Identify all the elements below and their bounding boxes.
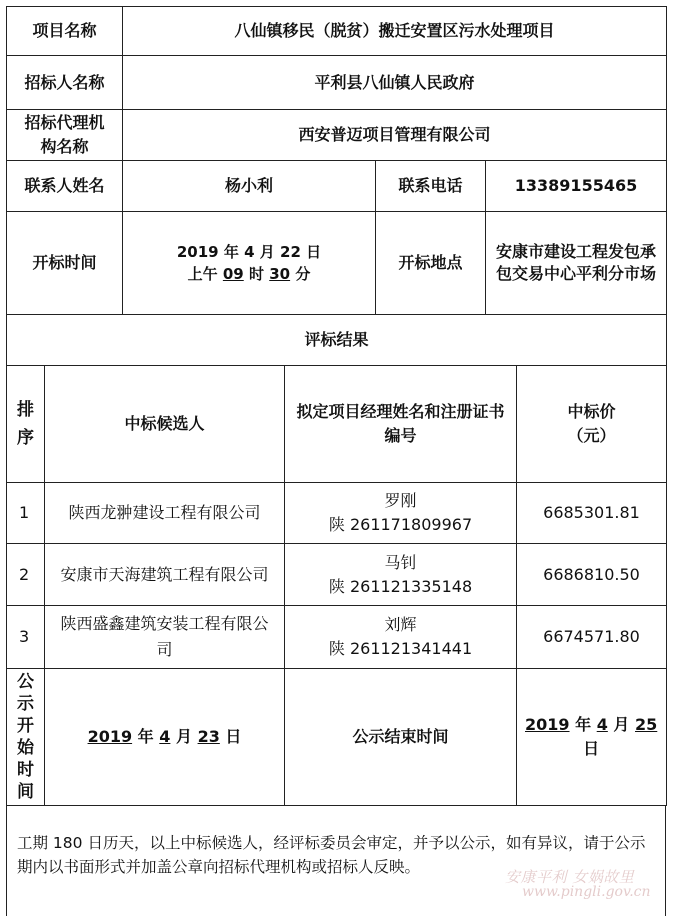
- row3-rank: 3: [6, 605, 45, 669]
- result-title-text: 评标结果: [304, 330, 369, 349]
- agency-label-line1: 招标代理机: [24, 113, 105, 132]
- row1-price: 6685301.81: [516, 482, 667, 544]
- place-value: [485, 211, 667, 315]
- publicity-end-label-text: 公示结束时间: [352, 727, 449, 746]
- project-label-text: 项目名称: [32, 21, 97, 40]
- contact-name-text: 杨小利: [224, 176, 273, 195]
- header-manager: [284, 365, 517, 483]
- watermark-text: 安康平利 女娲故里: [505, 868, 635, 886]
- project-label: [6, 6, 123, 56]
- phone-value-text: 13389155465: [514, 176, 638, 195]
- phone-value: [485, 160, 667, 212]
- opening-clock: 上午 09 时 30 分: [187, 265, 311, 283]
- row1-company: 陕西龙翀建设工程有限公司: [44, 482, 285, 544]
- opening-label: [6, 211, 123, 315]
- tenderer-value-text: 平利县八仙镇人民政府: [314, 72, 475, 92]
- project-value-text: 八仙镇移民（脱贫）搬迁安置区污水处理项目: [234, 21, 555, 40]
- phone-label-text: 联系电话: [398, 176, 463, 195]
- place-label: [375, 211, 486, 315]
- phone-label: [375, 160, 486, 212]
- result-title: [6, 314, 667, 366]
- agency-value: [122, 109, 667, 161]
- agency-value-text: 西安普迈项目管理有限公司: [298, 125, 491, 144]
- header-rank: 排 序: [6, 365, 45, 483]
- place-value-text: 安康市建设工程发包承包交易中心平利分市场: [496, 242, 657, 283]
- row2-company: 安康市天海建筑工程有限公司: [44, 543, 285, 606]
- tenderer-label-text: 招标人名称: [24, 72, 105, 92]
- notice-remark-text: 工期 180 日历天，以上中标候选人，经评标委员会审定，并予以公示，如有异议，请于公示期内以书面形式并加盖公章向招标代理机构或招标人反映。: [17, 834, 646, 876]
- agency-label: [6, 109, 123, 161]
- row1-rank: 1: [6, 482, 45, 544]
- row2-price: 6686810.50: [516, 543, 667, 606]
- publicity-start-label: 公 示 开 始 时 间: [6, 668, 45, 806]
- opening-date: 2019 年 4 月 22 日: [176, 243, 322, 261]
- opening-label-text: 开标时间: [32, 253, 97, 272]
- publicity-end-label: [284, 668, 517, 806]
- contact-label-text: 联系人姓名: [24, 176, 105, 195]
- place-label-text: 开标地点: [398, 253, 463, 272]
- project-value: [122, 6, 667, 56]
- row2-manager: 马钊 陕 261121335148: [284, 543, 517, 606]
- publicity-end-date: 2019 年 4 月 25 日: [516, 668, 667, 806]
- watermark-url: www.pingli.gov.cn: [522, 884, 651, 900]
- publicity-start-date: 2019 年 4 月 23 日: [44, 668, 285, 806]
- header-candidate: [44, 365, 285, 483]
- tenderer-value: [122, 55, 667, 110]
- row3-manager: 刘辉 陕 261121341441: [284, 605, 517, 669]
- row1-manager: 罗刚 陕 261171809967: [284, 482, 517, 544]
- row3-company: 陕西盛鑫建筑安装工程有限公司: [44, 605, 285, 669]
- opening-time: [122, 211, 376, 315]
- row3-price: 6674571.80: [516, 605, 667, 669]
- header-price: 中标价 （元）: [516, 365, 667, 483]
- header-candidate-text: 中标候选人: [124, 414, 205, 433]
- tenderer-label: [6, 55, 123, 110]
- agency-label-line2: 构名称: [40, 137, 89, 156]
- header-manager-text: 拟定项目经理姓名和注册证书编号: [296, 402, 505, 445]
- contact-name: [122, 160, 376, 212]
- contact-label: [6, 160, 123, 212]
- row2-rank: 2: [6, 543, 45, 606]
